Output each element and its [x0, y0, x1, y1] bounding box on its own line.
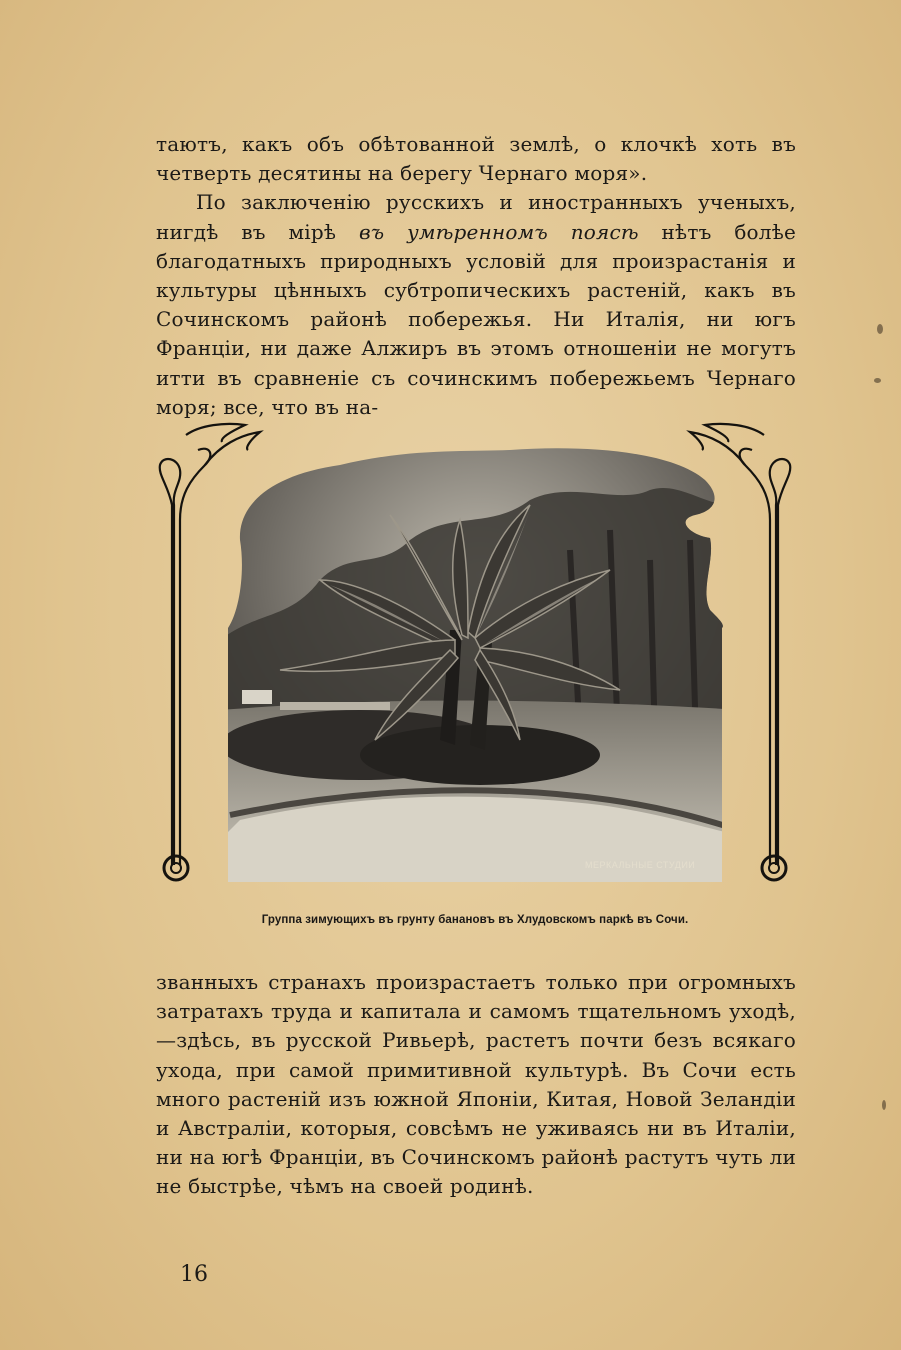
page-number: 16: [180, 1262, 208, 1287]
banana-photo: [150, 410, 800, 890]
paragraph-bottom: званныхъ странахъ произрастаетъ только при огромныхъ затратахъ труда и капитала и самомъ тщательномъ уходѣ,—здѣсь, въ русской Ривьерѣ, растетъ почти безъ всякаго ухода, при самой примитивной культурѣ. Въ Сочи есть много растеній изъ южной Японіи, Китая, Новой Зеландіи и Австраліи, которыя, совсѣмъ не уживаясь ни въ Италіи, ни на югѣ Франціи, въ Сочинскомъ районѣ растутъ чуть ли не быстрѣе, чѣмъ на своей родинѣ.: [156, 970, 796, 1199]
top-text-block: [156, 130, 796, 422]
paragraph-continuation: таютъ, какъ объ обѣтованной землѣ, о клочкѣ хоть въ четверть десятины на берегу Чернаго моря».: [156, 132, 796, 186]
italic-phrase: въ умѣренномъ поясѣ: [358, 219, 639, 244]
photo-watermark: МЕРКАЛЬНЫЕ СТУДИИ: [585, 860, 696, 870]
illustration-frame: [150, 410, 800, 890]
figure-caption: Группа зимующихъ въ грунту банановъ въ Хлудовскомъ паркѣ въ Сочи.: [261, 914, 689, 926]
paper-spot: [874, 378, 881, 383]
paragraph-climate: По заключенію русскихъ и иностранныхъ ученыхъ, нигдѣ въ мірѣ въ умѣренномъ поясѣ нѣтъ болѣе благодатныхъ природныхъ условій для произрастанія и культуры цѣнныхъ субтропическихъ растеній, какъ въ Сочинскомъ районѣ побережья. Ни Италія, ни югъ Франціи, ни даже Алжиръ въ этомъ отношеніи не могутъ итти въ сравненіе съ сочинскимъ побережьемъ Чернаго моря; все, что въ на-: [156, 190, 796, 419]
paper-spot: [882, 1100, 886, 1110]
paper-spot: [877, 324, 883, 334]
bottom-text-block: [156, 968, 796, 1202]
